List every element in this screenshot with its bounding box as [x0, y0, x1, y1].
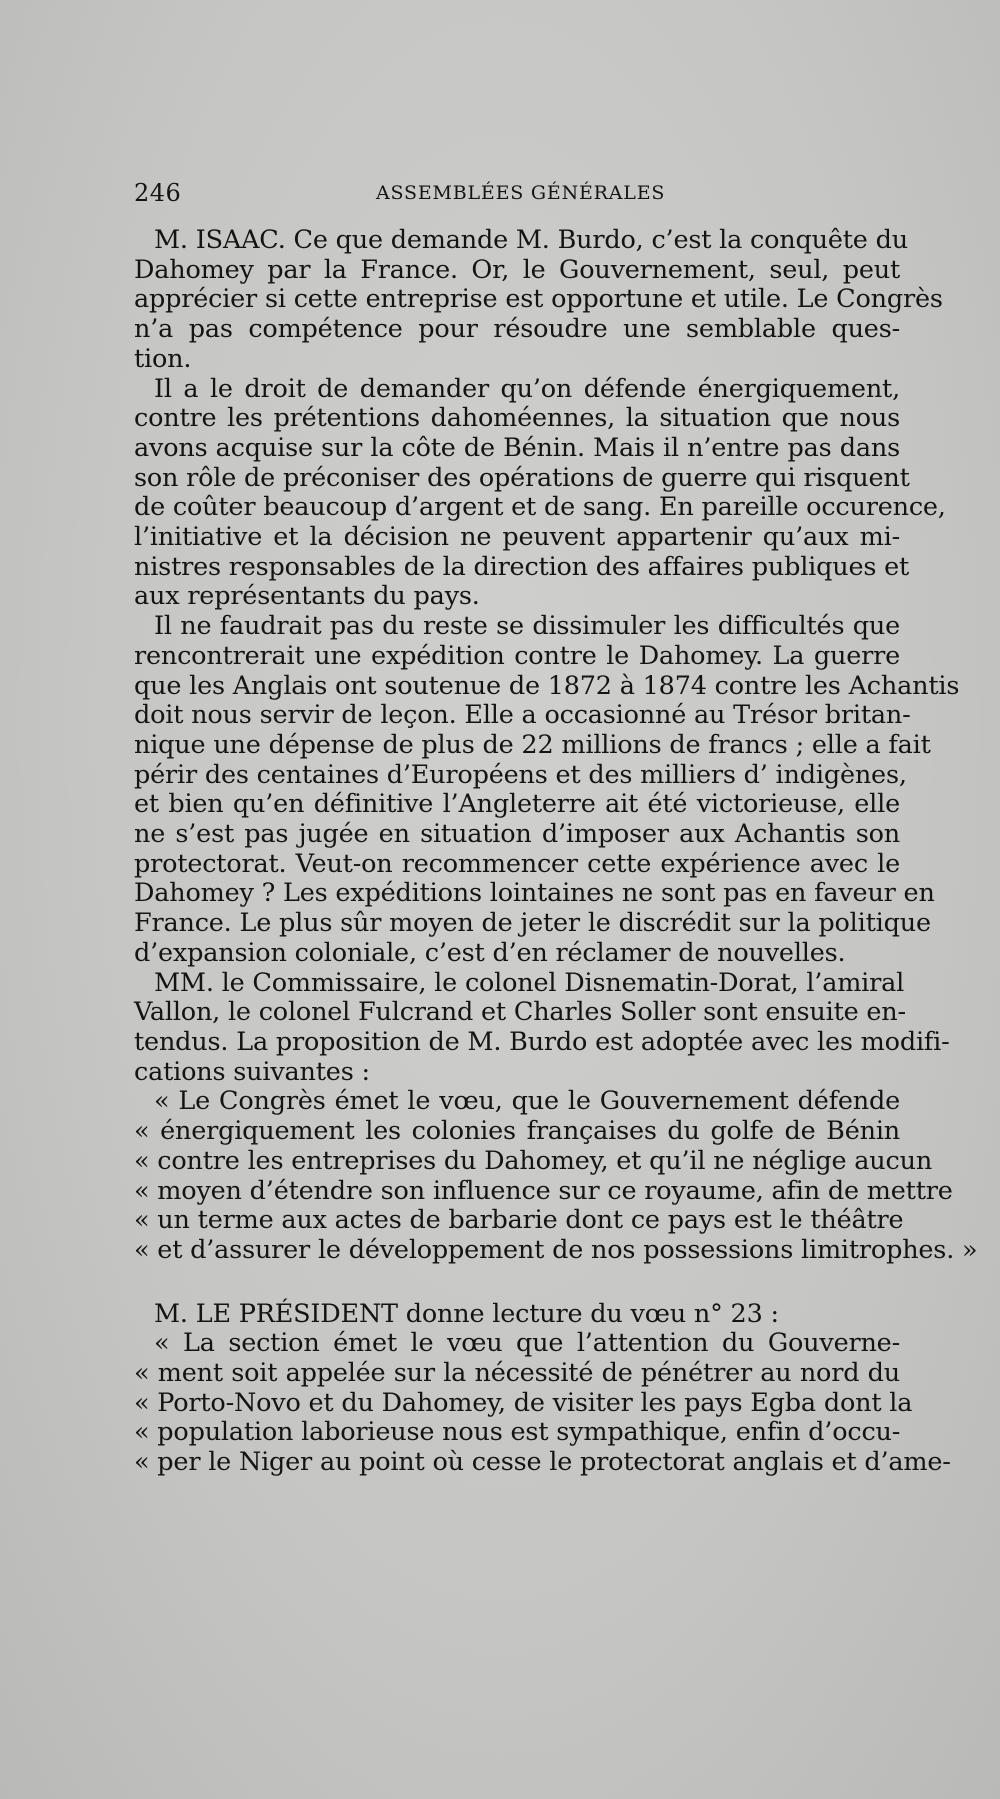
text-line: Dahomey par la France. Or, le Gouvernement, seul, peut — [134, 254, 900, 285]
text-line: Il a le droit de demander qu’on défende énergiquement, — [154, 373, 900, 404]
text-line: France. Le plus sûr moyen de jeter le discrédit sur la politique — [134, 908, 931, 939]
text-line: son rôle de préconiser des opérations de guerre qui risquent — [134, 462, 910, 493]
text-line: M. ISAAC. Ce que demande M. Burdo, c’est la conquête du — [154, 225, 908, 255]
quote-line: « contre les entreprises du Dahomey, et qu’il ne néglige aucun — [134, 1145, 933, 1176]
text-line: Vallon, le colonel Fulcrand et Charles Soller sont ensuite en- — [134, 997, 906, 1028]
paragraph-difficultes — [134, 611, 960, 968]
text-line: cations suivantes : — [134, 1056, 370, 1087]
text-line: tion. — [134, 343, 192, 374]
text-line: Il ne faudrait pas du reste se dissimuler les difficultés que — [154, 611, 900, 642]
text-line: Dahomey ? Les expéditions lointaines ne sont pas en faveur en — [134, 878, 935, 909]
text-line: rencontrerait une expédition contre le Dahomey. La guerre — [134, 640, 900, 671]
page-number: 246 — [134, 179, 182, 207]
text-line: n’a pas compétence pour résoudre une semblable ques- — [134, 314, 900, 345]
paragraph-president — [134, 1300, 900, 1330]
running-head — [134, 179, 900, 226]
text-line: et bien qu’en définitive l’Angleterre ait été victorieuse, elle — [134, 789, 900, 820]
text-line: de coûter beaucoup d’argent et de sang. En pareille occurence, — [134, 492, 946, 523]
quote-line: « et d’assurer le développement de nos possessions limitrophes. » — [134, 1234, 978, 1265]
text-block — [134, 179, 978, 1478]
text-line: nique une dépense de plus de 22 millions de francs ; elle a fait — [134, 729, 931, 760]
paragraph-isaac — [134, 225, 943, 375]
text-line: M. LE PRÉSIDENT donne lecture du vœu n° 23 : — [154, 1298, 779, 1329]
spacer — [134, 1266, 900, 1300]
text-line: protectorat. Veut-on recommencer cette expérience avec le — [134, 848, 900, 879]
quote-voeu-congres — [134, 1086, 978, 1265]
quote-line: « Porto-Novo et du Dahomey, de visiter les pays Egba dont la — [134, 1387, 913, 1418]
text-line: aux représentants du pays. — [134, 581, 480, 612]
quote-line: « La section émet le vœu que l’attention du Gouverne- — [154, 1328, 900, 1359]
quote-voeu-23 — [134, 1328, 951, 1478]
paragraph-commissaire — [134, 967, 950, 1088]
quote-line: « ment soit appelée sur la nécessité de pénétrer au nord du — [134, 1358, 900, 1389]
text-line: périr des centaines d’Européens et des milliers d’ indigènes, — [134, 759, 907, 790]
text-line: MM. le Commissaire, le colonel Disnematin-Dorat, l’amiral — [154, 967, 905, 998]
text-line: ne s’est pas jugée en situation d’imposer aux Achantis son — [134, 819, 900, 850]
text-line: que les Anglais ont soutenue de 1872 à 1874 contre les Achantis — [134, 670, 960, 701]
text-line: d’expansion coloniale, c’est d’en réclamer de nouvelles. — [134, 937, 846, 968]
quote-line: « énergiquement les colonies françaises du golfe de Bénin — [134, 1116, 900, 1147]
text-line: apprécier si cette entreprise est opportune et utile. Le Congrès — [134, 284, 943, 315]
quote-line: « un terme aux actes de barbarie dont ce pays est le théâtre — [134, 1205, 904, 1236]
text-line: l’initiative et la décision ne peuvent appartenir qu’aux mi- — [134, 522, 900, 553]
text-line: nistres responsables de la direction des affaires publiques et — [134, 551, 910, 582]
quote-line: « moyen d’étendre son influence sur ce royaume, afin de mettre — [134, 1175, 953, 1206]
text-line: tendus. La proposition de M. Burdo est adoptée avec les modifi- — [134, 1026, 950, 1057]
text-line: avons acquise sur la côte de Bénin. Mais il n’entre pas dans — [134, 432, 900, 463]
text-line: doit nous servir de leçon. Elle a occasionné au Trésor britan- — [134, 700, 911, 731]
text-line: contre les prétentions dahoméennes, la situation que nous — [134, 403, 900, 434]
paragraph-droit — [134, 373, 946, 613]
quote-line: « per le Niger au point où cesse le protectorat anglais et d’ame- — [134, 1447, 951, 1478]
quote-line: « population laborieuse nous est sympathique, enfin d’occu- — [134, 1417, 901, 1448]
running-title: ASSEMBLÉES GÉNÉRALES — [376, 182, 666, 204]
quote-line: « Le Congrès émet le vœu, que le Gouvernement défende — [154, 1086, 900, 1117]
